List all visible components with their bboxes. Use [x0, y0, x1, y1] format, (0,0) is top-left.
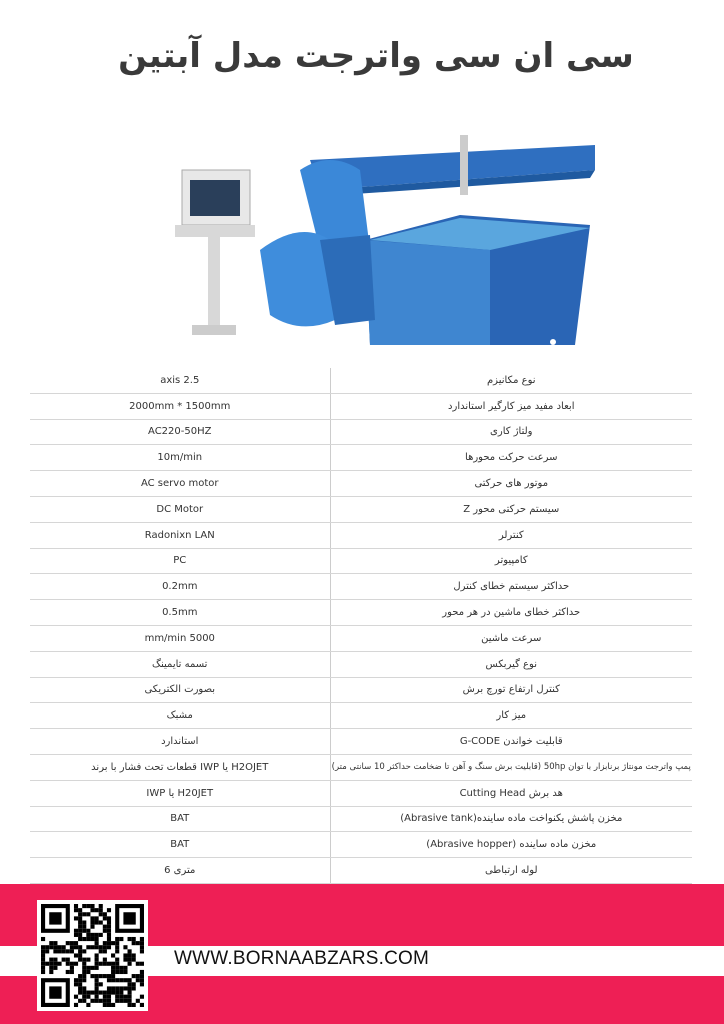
- table-row: [30, 522, 692, 548]
- spec-value: بصورت الکتریکی: [30, 677, 330, 703]
- table-row: [30, 780, 692, 806]
- spec-label: سیستم حرکتی محور Z: [330, 496, 692, 522]
- spec-label: موتور های حرکتی: [330, 471, 692, 497]
- table-row: [30, 368, 692, 393]
- spec-value: BAT: [30, 832, 330, 858]
- spec-value: DC Motor: [30, 496, 330, 522]
- table-row: [30, 806, 692, 832]
- spec-value: Radonixn LAN: [30, 522, 330, 548]
- table-row: [30, 677, 692, 703]
- spec-label: مخزن ماده ساینده (Abrasive hopper): [330, 832, 692, 858]
- table-row: [30, 858, 692, 884]
- spec-label: هد برش Cutting Head: [330, 780, 692, 806]
- spec-value: 0.2mm: [30, 574, 330, 600]
- table-row: [30, 703, 692, 729]
- spec-value: مشبک: [30, 703, 330, 729]
- spec-label: حداکثر خطای ماشین در هر محور: [330, 600, 692, 626]
- table-row: [30, 419, 692, 445]
- spec-label: پمپ واترجت مونتاژ برنابزار با توان 50hp (قابلیت برش سنگ و آهن تا ضخامت حداکثر 10 سانتی متر): [330, 754, 692, 780]
- spec-value: AC220-50HZ: [30, 419, 330, 445]
- spec-value: 10m/min: [30, 445, 330, 471]
- table-row: [30, 625, 692, 651]
- spec-value: PC: [30, 548, 330, 574]
- spec-value: استاندارد: [30, 729, 330, 755]
- qr-code: [37, 900, 148, 1011]
- spec-value: IWP یا H20JET: [30, 780, 330, 806]
- spec-label: مخزن پاشش یکنواخت ماده ساینده(Abrasive tank): [330, 806, 692, 832]
- spec-value: 6 متری: [30, 858, 330, 884]
- table-row: [30, 754, 692, 780]
- table-row: [30, 729, 692, 755]
- spec-value: AC servo motor: [30, 471, 330, 497]
- table-row: [30, 393, 692, 419]
- page-title: سی ان سی واترجت مدل آبتین: [118, 36, 634, 76]
- spec-label: حداکثر سیستم خطای کنترل: [330, 574, 692, 600]
- spec-label: ولتاژ کاری: [330, 419, 692, 445]
- spec-value: قطعات تحت فشار با برند IWP یا H2OJET: [30, 754, 330, 780]
- spec-value: BAT: [30, 806, 330, 832]
- spec-value: mm/min 5000: [30, 625, 330, 651]
- spec-label: میز کار: [330, 703, 692, 729]
- spec-label: لوله ارتباطی: [330, 858, 692, 884]
- table-row: [30, 600, 692, 626]
- table-row: [30, 832, 692, 858]
- spec-label: قابلیت خواندن G-CODE: [330, 729, 692, 755]
- spec-value: axis 2.5: [30, 368, 330, 393]
- spec-label: کنترلر: [330, 522, 692, 548]
- spec-value: 2000mm * 1500mm: [30, 393, 330, 419]
- spec-label: کنترل ارتفاع تورچ برش: [330, 677, 692, 703]
- waterjet-machine-image: [160, 130, 600, 360]
- table-row: [30, 651, 692, 677]
- spec-value: 0.5mm: [30, 600, 330, 626]
- table-row: [30, 574, 692, 600]
- spec-value: تسمه تایمینگ: [30, 651, 330, 677]
- spec-label: ابعاد مفید میز کارگیر استاندارد: [330, 393, 692, 419]
- spec-label: نوع مکانیزم: [330, 368, 692, 393]
- specs-table: [30, 368, 692, 884]
- footer-band: [0, 884, 724, 1024]
- website-link[interactable]: WWW.BORNAABZARS.COM: [174, 948, 430, 969]
- table-row: [30, 496, 692, 522]
- spec-label: سرعت حرکت محورها: [330, 445, 692, 471]
- spec-label: کامپیوتر: [330, 548, 692, 574]
- table-row: [30, 548, 692, 574]
- table-row: [30, 445, 692, 471]
- spec-label: سرعت ماشین: [330, 625, 692, 651]
- table-row: [30, 471, 692, 497]
- spec-label: نوع گیربکس: [330, 651, 692, 677]
